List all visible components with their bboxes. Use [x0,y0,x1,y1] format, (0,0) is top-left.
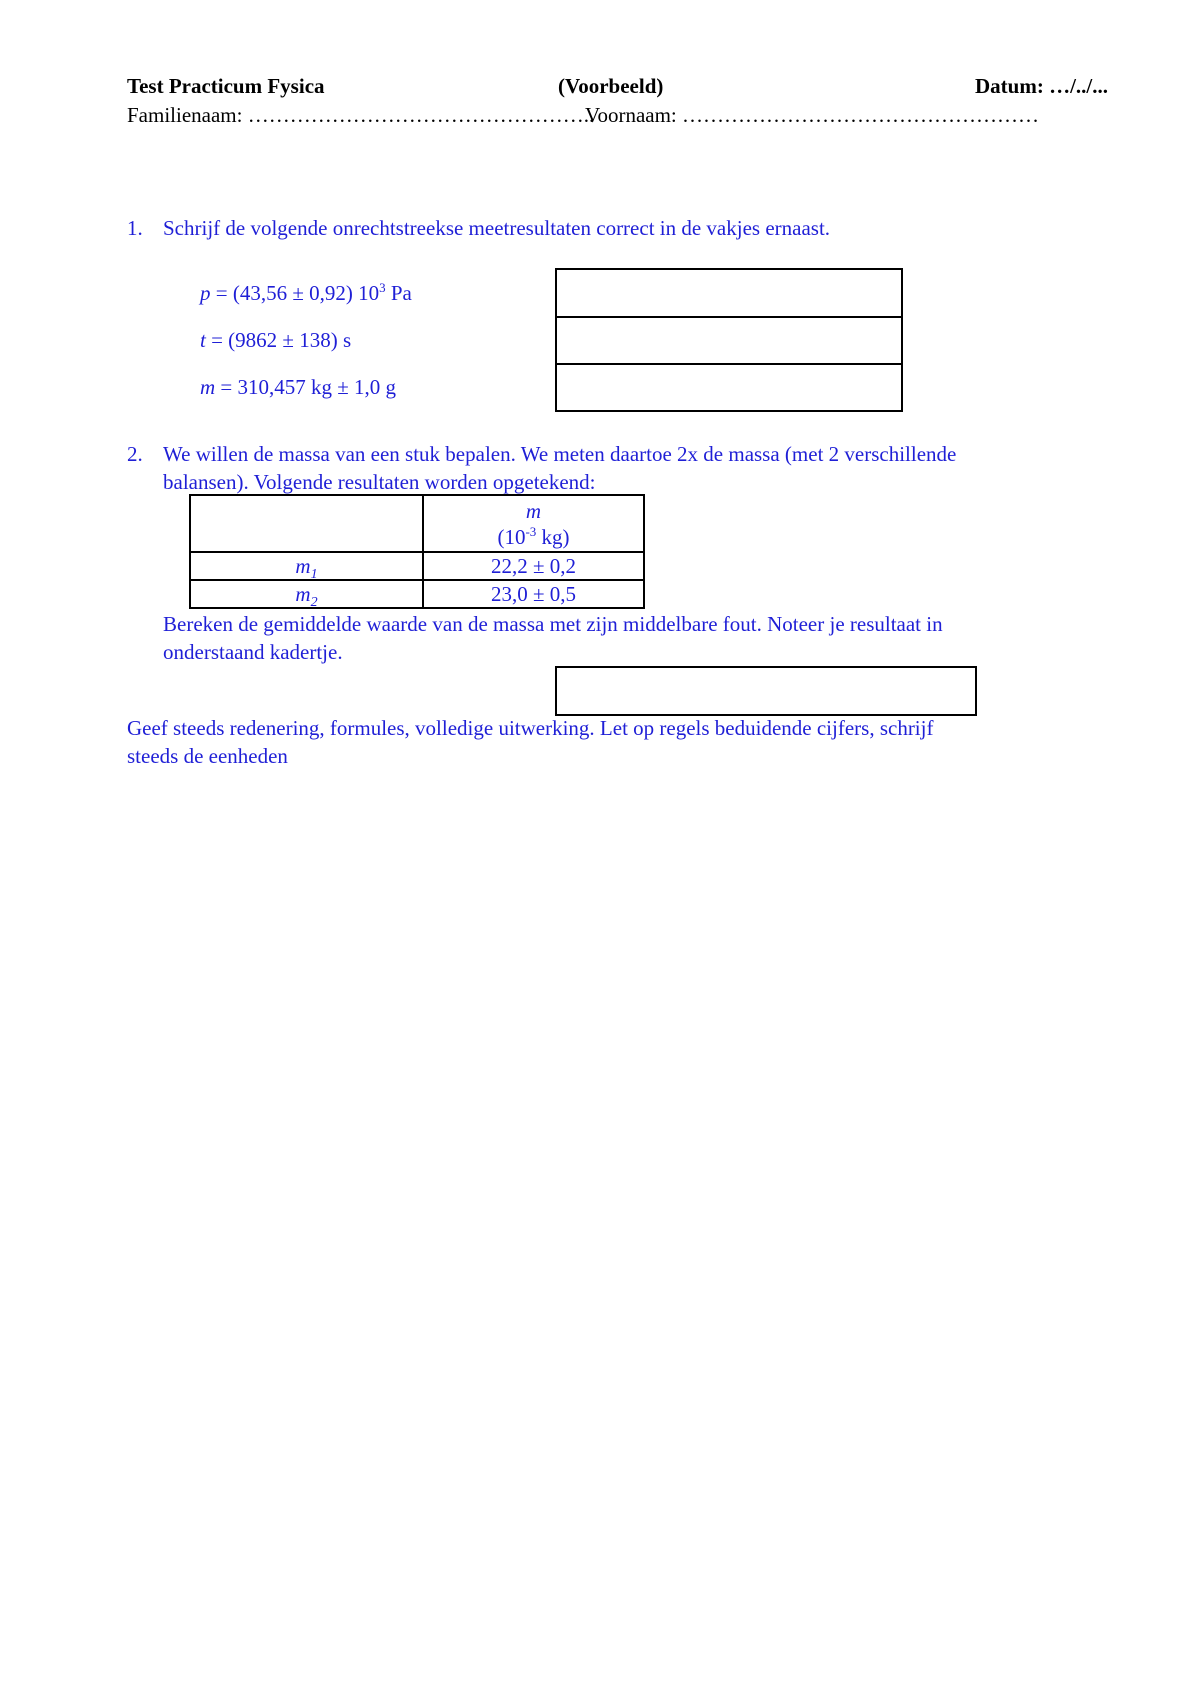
date-field: Datum: …/../... [975,74,1108,98]
row-label-symbol: m [295,553,311,578]
row-label-sub: 1 [310,566,318,582]
question-2-instruction-line2: onderstaand kadertje. [163,640,343,664]
question-2-number: 2. [127,442,143,466]
table-header-unit-exp: -3 [525,523,537,539]
question-1-text: Schrijf de volgende onrechtstreekse meetresultaten correct in de vakjes ernaast. [163,216,831,240]
instructions-line2: steeds de eenheden [127,744,288,768]
row-value-m1: 22,2 ± 0,2 [423,552,644,580]
expr-m: = 310,457 kg ± 1,0 g [220,375,397,399]
table-header-symbol: m [525,498,542,523]
symbol-t: t [200,328,206,352]
page-title: Test Practicum Fysica [127,74,325,98]
row-label-m2 [190,580,423,608]
symbol-p: p [200,281,211,305]
question-1-number: 1. [127,216,143,240]
firstname-field: Voornaam: …………………………………………… [585,103,1040,127]
symbol-m: m [200,375,216,399]
measurement-p [200,281,412,306]
question-2-text-line1: We willen de massa van een stuk bepalen. We meten daartoe 2x de massa (met 2 verschillende [163,442,957,466]
answer-box-p[interactable] [555,268,903,318]
question-2-text-line2: balansen). Volgende resultaten worden opgetekend: [163,470,596,494]
table-row [190,580,644,608]
question-2-instruction-line1: Bereken de gemiddelde waarde van de massa met zijn middelbare fout. Noteer je resultaat in [163,612,943,636]
exp-p: 3 [379,280,386,295]
answer-box-t[interactable] [555,316,903,365]
surname-field: Familienaam: ………………………………………….. [127,103,595,127]
table-header-unit-post: kg) [536,524,570,549]
example-label: (Voorbeeld) [558,74,664,98]
table-header-unit-pre: (10 [497,524,526,549]
row-value-m2: 23,0 ± 0,5 [423,580,644,608]
table-header-empty [190,495,423,552]
table-row [190,552,644,580]
measurement-m [200,375,396,400]
answer-box-mass[interactable] [555,666,977,716]
row-label-sub: 2 [310,594,318,610]
answer-box-m[interactable] [555,363,903,412]
row-label-symbol: m [295,581,311,606]
measurement-t [200,328,351,353]
measurement-table [189,494,645,609]
unit-p: Pa [385,281,412,305]
instructions-line1: Geef steeds redenering, formules, volledige uitwerking. Let op regels beduidende cijfers, schrijf [127,716,934,740]
expr-t: = (9862 ± 138) s [211,328,352,352]
table-header-mass [423,495,644,552]
expr-p: = (43,56 ± 0,92) 10 [215,281,380,305]
row-label-m1 [190,552,423,580]
